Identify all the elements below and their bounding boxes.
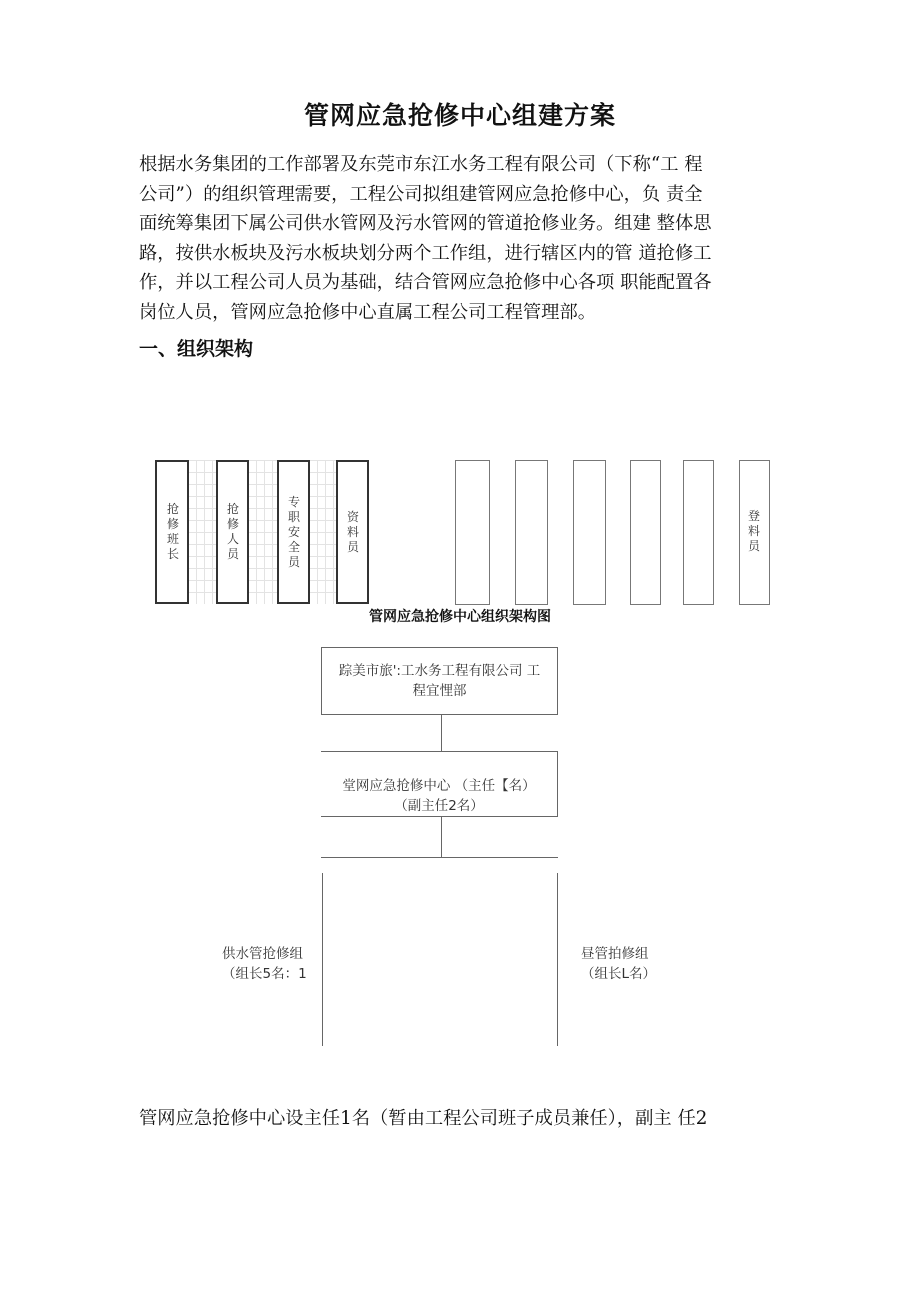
- intro-line: 公司”）的组织管理需要，工程公司拟组建管网应急抢修中心，负 责全: [139, 183, 703, 205]
- role-box-empty: [455, 460, 490, 605]
- intro-line: 作，并以工程公司人员为基础，结合管网应急抢修中心各项 职能配置各: [139, 272, 712, 293]
- org-box-engineering-dept: [321, 647, 558, 715]
- intro-line: 面统筹集团下属公司供水管网及污水管网的管道抢修业务。组建 整体思: [139, 213, 712, 234]
- group-water-supply: [222, 944, 307, 984]
- role-box-safety-officer: [277, 460, 310, 604]
- org-box-line: 踪美市旅':工水务工程有限公司 工: [338, 663, 541, 679]
- role-box-empty: [573, 460, 606, 605]
- role-box-empty: [515, 460, 548, 605]
- group-line-text: （组长L名）: [581, 966, 657, 982]
- role-label: 资料员: [346, 510, 359, 554]
- intro-paragraph: [139, 150, 789, 327]
- role-box-empty: [630, 460, 661, 605]
- role-label: 专职安全员: [287, 495, 300, 569]
- org-box-repair-center: [321, 751, 558, 817]
- role-label: 抢修人员: [226, 502, 239, 561]
- grid-pattern: [188, 460, 216, 604]
- role-box-repair-leader: [155, 460, 189, 604]
- group-line: [557, 873, 558, 1046]
- org-box-line: 程宜悝部: [412, 683, 467, 699]
- grid-pattern: [248, 460, 278, 604]
- connector-line: [441, 817, 442, 858]
- org-chart-title: 管网应急抢修中心组织架构图: [369, 609, 551, 625]
- group-line-text: 昼管拍修组: [581, 946, 649, 962]
- org-box-line: 堂网应急抢修中心 （主任【名）: [342, 778, 536, 794]
- group-line-text: 供水管抢修组: [222, 946, 303, 962]
- connector-line: [321, 857, 558, 858]
- role-label: 抢修班长: [166, 502, 179, 561]
- role-box-data-clerk: [336, 460, 369, 604]
- intro-line: 根据水务集团的工作部署及东莞市东江水务工程有限公司（下称“工 程: [139, 154, 703, 175]
- body-text-line: 管网应急抢修中心设主任1名（暂由工程公司班子成员兼任），副主 任2: [139, 1108, 708, 1129]
- group-line-text: （组长5名：1: [222, 966, 307, 982]
- intro-line: 岗位人员，管网应急抢修中心直属工程公司工程管理部。: [139, 301, 597, 323]
- role-box-register-clerk: [739, 460, 770, 605]
- group-line: [322, 873, 323, 1046]
- role-box-empty: [683, 460, 714, 605]
- section-heading: 一、组织架构: [139, 338, 254, 360]
- document-title: 管网应急抢修中心组建方案: [303, 101, 616, 130]
- grid-pattern: [309, 460, 337, 604]
- role-label: 登料员: [747, 509, 760, 553]
- org-box-line: （副主任2名）: [394, 798, 484, 814]
- group-sewage: [581, 944, 656, 984]
- intro-line: 路，按供水板块及污水板块划分两个工作组，进行辖区内的管 道抢修工: [139, 242, 712, 264]
- role-box-repair-staff: [216, 460, 249, 604]
- connector-line: [441, 715, 442, 751]
